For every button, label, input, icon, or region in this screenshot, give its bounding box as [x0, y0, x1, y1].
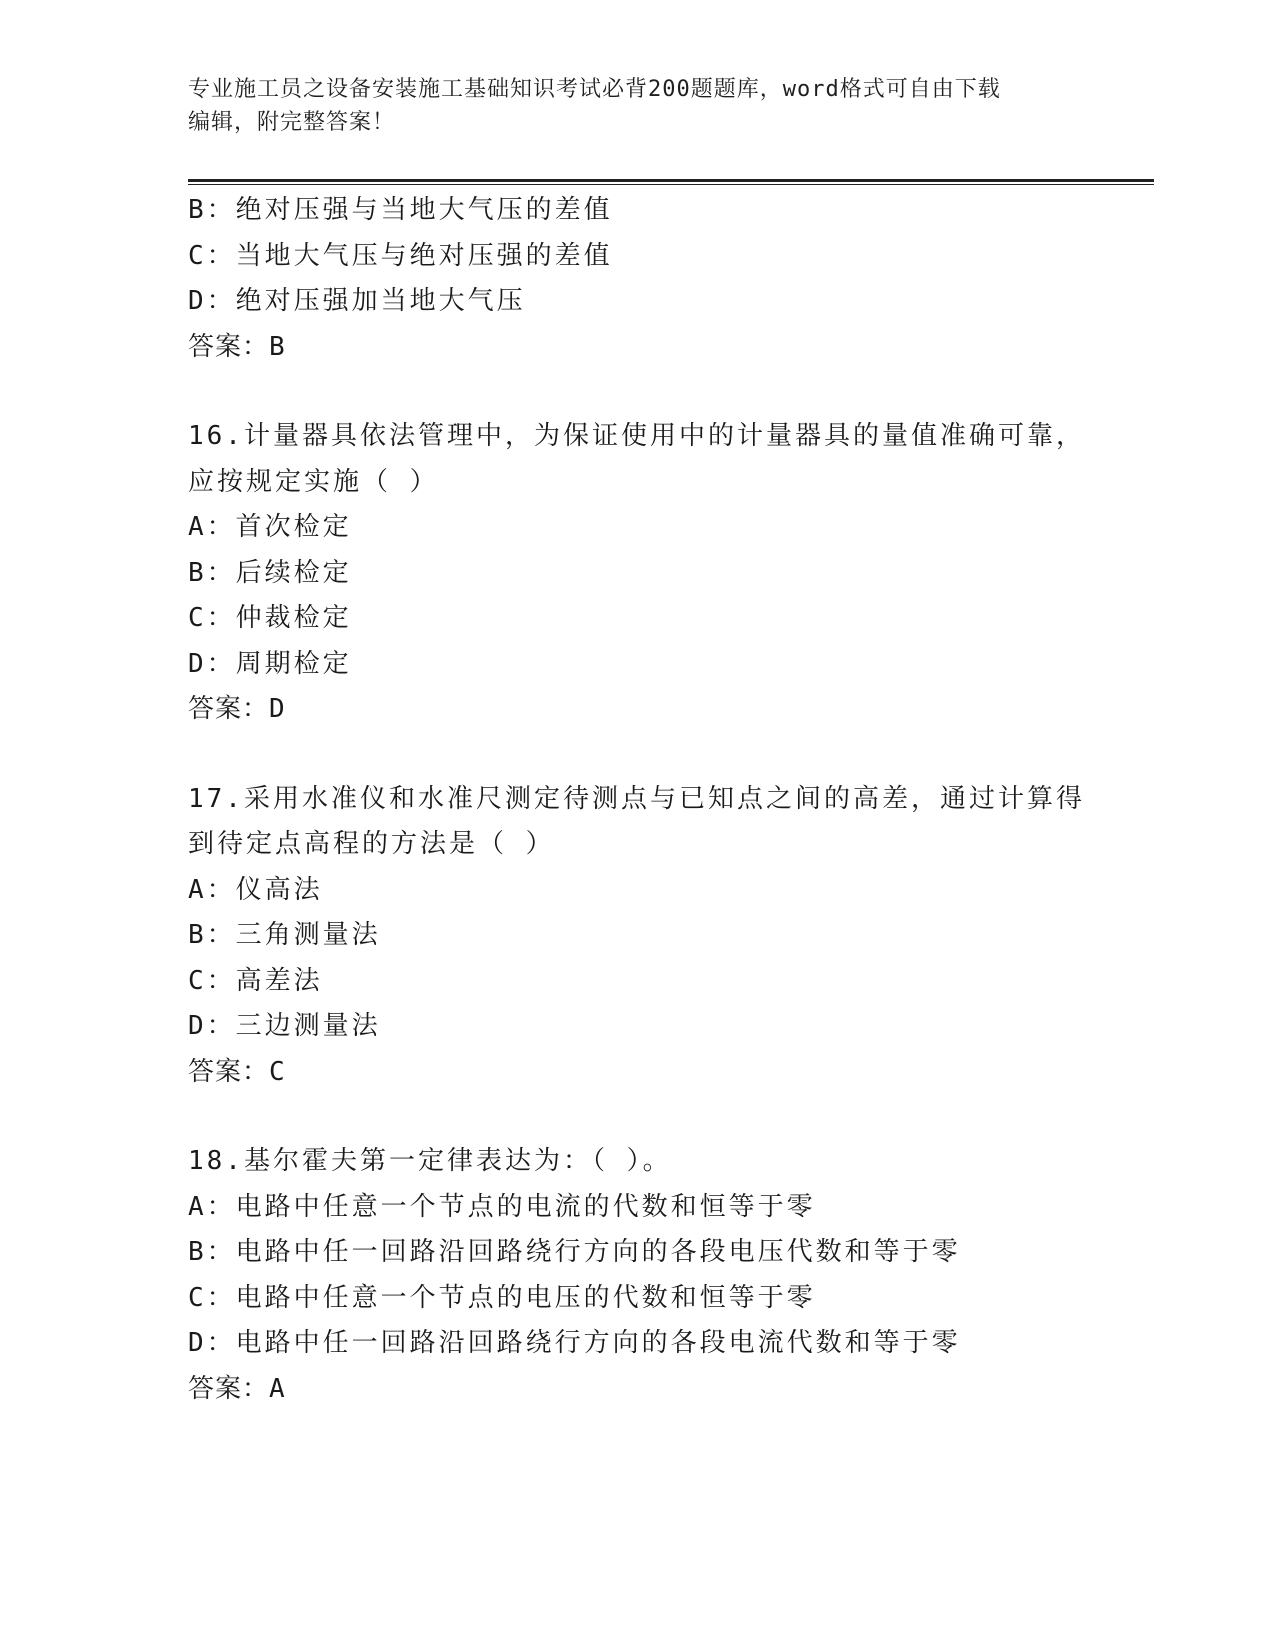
document-header	[188, 73, 1088, 139]
question-spacer	[188, 733, 1088, 777]
header-divider-thin	[188, 184, 1154, 185]
question-spacer	[188, 1095, 1088, 1139]
option-b: B：三角测量法	[188, 920, 381, 950]
option-d: D：三边测量法	[188, 1011, 381, 1041]
option-a: A：首次检定	[188, 512, 352, 542]
option-d: D：绝对压强加当地大气压	[188, 286, 526, 316]
option-b: B：后续检定	[188, 557, 352, 588]
option-a: A：电路中任意一个节点的电流的代数和恒等于零	[188, 1191, 816, 1222]
answer: 答案：D	[188, 694, 286, 724]
answer: 答案：A	[188, 1373, 286, 1404]
question-list	[188, 188, 1088, 1412]
question-17	[188, 777, 1088, 1096]
option-b: B：电路中任一回路沿回路绕行方向的各段电压代数和等于零	[188, 1237, 961, 1267]
question-16	[188, 414, 1088, 733]
question-18	[188, 1139, 1088, 1412]
question-title-line-1: 18.基尔霍夫第一定律表达为：（ ）。	[188, 1146, 672, 1176]
question-spacer	[188, 370, 1088, 414]
option-c: C：电路中任意一个节点的电压的代数和恒等于零	[188, 1282, 816, 1313]
option-b: B：绝对压强与当地大气压的差值	[188, 195, 613, 225]
answer: 答案：B	[188, 331, 286, 362]
option-a: A：仪高法	[188, 874, 323, 905]
option-c: C：当地大气压与绝对压强的差值	[188, 240, 613, 271]
option-c: C：仲裁检定	[188, 603, 352, 633]
header-title-line-1: 专业施工员之设备安装施工基础知识考试必背200题题库，word格式可自由下载	[188, 77, 1001, 102]
question-title-line-2: 应按规定实施（ ）	[188, 466, 439, 497]
option-c: C：高差法	[188, 965, 323, 996]
question-title-line-1: 17.采用水准仪和水准尺测定待测点与已知点之间的高差，通过计算得	[188, 783, 1085, 814]
option-d: D：周期检定	[188, 648, 352, 679]
option-d: D：电路中任一回路沿回路绕行方向的各段电流代数和等于零	[188, 1328, 961, 1358]
question-title-line-1: 16.计量器具依法管理中，为保证使用中的计量器具的量值准确可靠，	[188, 421, 1085, 451]
answer: 答案：C	[188, 1056, 286, 1087]
question-title-line-2: 到待定点高程的方法是（ ）	[188, 829, 555, 859]
question-15-tail	[188, 188, 1088, 370]
header-divider-thick	[188, 179, 1154, 182]
header-title-line-2: 编辑，附完整答案！	[188, 110, 396, 135]
